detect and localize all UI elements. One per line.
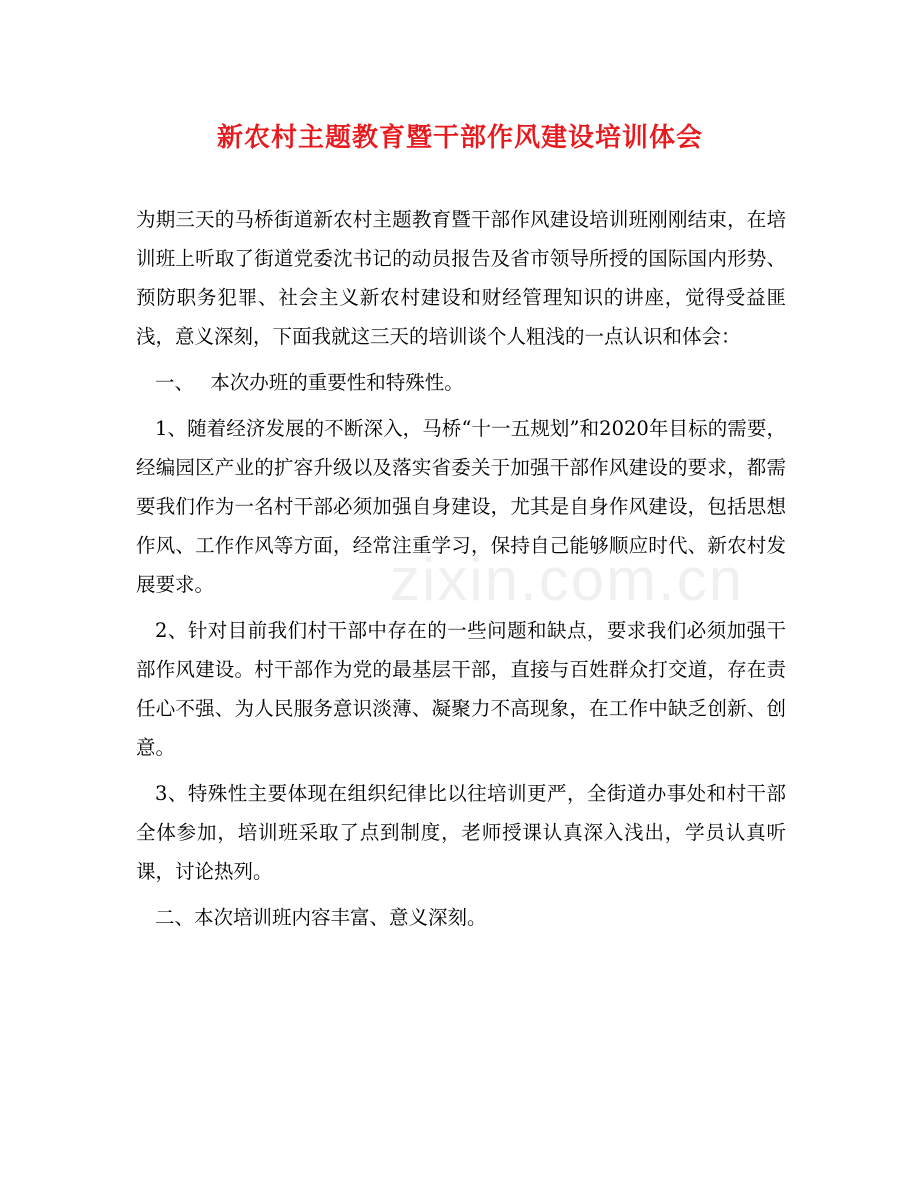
paragraph-point-3: 3、特殊性主要体现在组织纪律比以往培训更严，全街道办事处和村干部全体参加，培训班采取了点到制度，老师授课认真深入浅出，学员认真听课，讨论热列。 (136, 782, 786, 883)
document-title: 新农村主题教育暨干部作风建设培训体会 (216, 123, 703, 153)
watermark: zixin.com.cn (390, 546, 745, 613)
paragraph-point-2: 2、针对目前我们村干部中存在的一些问题和缺点，要求我们必须加强干部作风建设。村干部作为党的最基层干部，直接与百姓群众打交道，存在责任心不强、为人民服务意识淡薄、凝聚力不高现象，在工作中缺乏创新、创意。 (136, 619, 786, 759)
paragraph-section-1-heading: 一、 本次办班的重要性和特殊性。 (155, 371, 464, 394)
paragraph-intro: 为期三天的马桥街道新农村主题教育暨干部作风建设培训班刚刚结束，在培训班上听取了街道党委沈书记的动员报告及省市领导所授的国际国内形势、预防职务犯罪、社会主义新农村建设和财经管理知识的讲座，觉得受益匪浅，意义深刻，下面我就这三天的培训谈个人粗浅的一点认识和体会： (136, 208, 786, 348)
paragraph-section-2-heading: 二、本次培训班内容丰富、意义深刻。 (155, 906, 487, 929)
paragraph-point-1: 1、随着经济发展的不断深入，马桥“十一五规划”和2020年目标的需要，经编园区产业的扩容升级以及落实省委关于加强干部作风建设的要求，都需要我们作为一名村干部必须加强自身建设，尤其是自身作风建设，包括思想作风、工作作风等方面，经常注重学习，保持自己能够顺应时代、新农村发展要求。 (136, 417, 786, 596)
document-body (136, 200, 786, 937)
